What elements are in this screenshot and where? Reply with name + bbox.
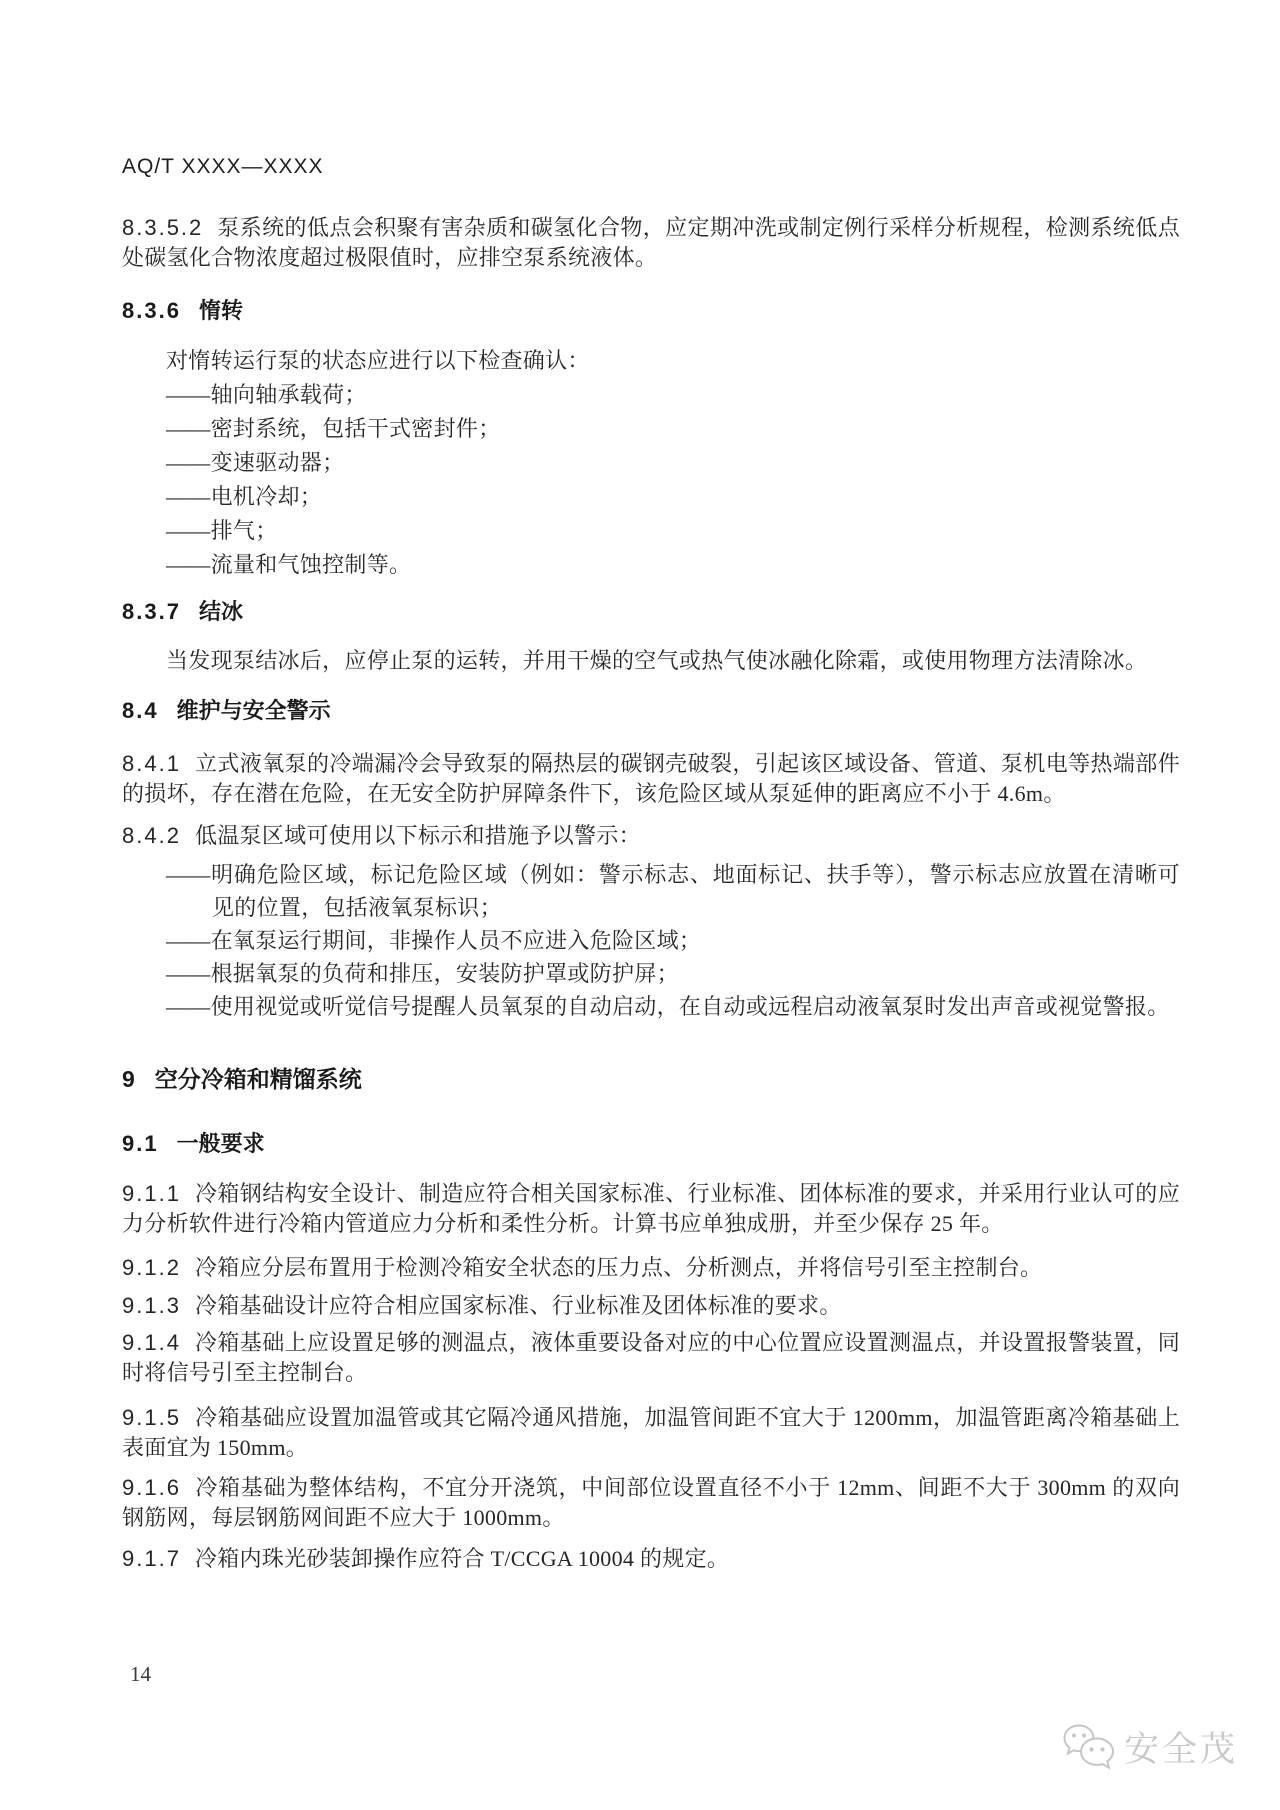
clause-8-3-5-2 <box>122 213 1180 273</box>
heading-8-3-7 <box>122 597 1180 627</box>
clause-number: 9.1.3 <box>122 1293 181 1318</box>
running-header-doc-code: AQ/T XXXX—XXXX <box>122 155 324 178</box>
heading-number: 8.3.6 <box>122 298 181 323</box>
heading-number: 9.1 <box>122 1131 159 1156</box>
clause-9-1-6 <box>122 1473 1180 1533</box>
warning-measures-list-8-4-2 <box>122 858 1180 1023</box>
list-item: ——轴向轴承载荷； <box>166 382 367 407</box>
watermark-text: 安全茂 <box>1123 1730 1238 1769</box>
clause-text: 泵系统的低点会积聚有害杂质和碳氢化合物，应定期冲洗或制定例行采样分析规程，检测系统低点处碳氢化合物浓度超过极限值时，应排空泵系统液体。 <box>122 215 1180 270</box>
watermark <box>1058 1722 1238 1772</box>
clause-number: 8.4.1 <box>122 751 181 776</box>
list-item: ——变速驱动器； <box>166 450 345 475</box>
clause-number: 9.1.6 <box>122 1475 181 1500</box>
clause-number: 9.1.2 <box>122 1255 181 1280</box>
list-item: ——根据氧泵的负荷和排压，安装防护罩或防护屏； <box>166 961 679 986</box>
clause-text: 冷箱钢结构安全设计、制造应符合相关国家标准、行业标准、团体标准的要求，并采用行业认可的应力分析软件进行冷箱内管道应力分析和柔性分析。计算书应单独成册，并至少保存 25 年。 <box>122 1181 1180 1236</box>
checklist-8-3-6 <box>122 378 1180 582</box>
clause-number: 9.1.1 <box>122 1181 181 1206</box>
page-number: 14 <box>130 1662 151 1686</box>
clause-number: 9.1.5 <box>122 1405 181 1430</box>
heading-title: 维护与安全警示 <box>176 698 331 723</box>
clause-text: 冷箱基础为整体结构，不宜分开浇筑，中间部位设置直径不小于 12mm、间距不大于 300mm 的双向钢筋网，每层钢筋网间距不应大于 1000mm。 <box>122 1475 1180 1530</box>
list-item: ——排气； <box>166 518 278 543</box>
wechat-chat-bubbles-icon <box>1058 1722 1118 1772</box>
clause-number: 9.1.4 <box>122 1330 181 1355</box>
clause-text: 冷箱基础应设置加温管或其它隔冷通风措施，加温管间距不宜大于 1200mm，加温管距离冷箱基础上表面宜为 150mm。 <box>122 1405 1180 1460</box>
clause-text: 立式液氧泵的冷端漏冷会导致泵的隔热层的碳钢壳破裂，引起该区域设备、管道、泵机电等热端部件的损坏，存在潜在危险，在无安全防护屏障条件下，该危险区域从泵延伸的距离应不小于 4.6m。 <box>122 751 1180 806</box>
clause-9-1-5 <box>122 1403 1180 1463</box>
clause-8-4-2 <box>122 821 1180 851</box>
list-item: ——在氧泵运行期间，非操作人员不应进入危险区域； <box>166 928 702 953</box>
chapter-heading-9 <box>122 1063 1180 1095</box>
clause-9-1-4 <box>122 1328 1180 1388</box>
chapter-title: 空分冷箱和精馏系统 <box>154 1066 362 1092</box>
clause-9-1-1 <box>122 1179 1180 1239</box>
clause-text: 低温泵区域可使用以下标示和措施予以警示： <box>194 823 641 848</box>
clause-8-4-1 <box>122 749 1180 809</box>
clause-text: 冷箱内珠光砂装卸操作应符合 T/CCGA 10004 的规定。 <box>194 1546 730 1571</box>
clause-number: 8.3.5.2 <box>122 215 204 240</box>
heading-8-3-6 <box>122 296 1180 326</box>
clause-9-1-7 <box>122 1544 1180 1574</box>
heading-number: 8.3.7 <box>122 599 181 624</box>
heading-title: 一般要求 <box>176 1131 265 1156</box>
clause-9-1-2 <box>122 1253 1180 1283</box>
list-item: ——流量和气蚀控制等。 <box>166 552 412 577</box>
list-item: ——密封系统，包括干式密封件； <box>166 416 501 441</box>
heading-8-4 <box>122 696 1180 726</box>
heading-number: 8.4 <box>122 698 159 723</box>
heading-9-1 <box>122 1129 1180 1159</box>
clause-text: 冷箱应分层布置用于检测冷箱安全状态的压力点、分析测点，并将信号引至主控制台。 <box>194 1255 1043 1280</box>
para-8-3-7: 当发现泵结冰后，应停止泵的运转，并用干燥的空气或热气使冰融化除霜，或使用物理方法清除冰。 <box>166 648 1148 673</box>
clause-text: 冷箱基础设计应符合相应国家标准、行业标准及团体标准的要求。 <box>194 1293 842 1318</box>
clause-number: 9.1.7 <box>122 1546 181 1571</box>
chapter-number: 9 <box>122 1066 137 1092</box>
heading-title: 结冰 <box>198 599 243 624</box>
list-item: ——明确危险区域，标记危险区域（例如：警示标志、地面标记、扶手等），警示标志应放置在清晰可见的位置，包括液氧泵标识； <box>166 862 1180 920</box>
clause-number: 8.4.2 <box>122 823 181 848</box>
list-item: ——使用视觉或听觉信号提醒人员氧泵的自动启动，在自动或远程启动液氧泵时发出声音或视觉警报。 <box>166 994 1170 1019</box>
list-item: ——电机冷却； <box>166 484 323 509</box>
clause-9-1-3 <box>122 1291 1180 1321</box>
heading-title: 惰转 <box>198 298 243 323</box>
clause-text: 冷箱基础上应设置足够的测温点，液体重要设备对应的中心位置应设置测温点，并设置报警装置，同时将信号引至主控制台。 <box>122 1330 1180 1385</box>
para-8-3-6-intro: 对惰转运行泵的状态应进行以下检查确认： <box>166 348 590 373</box>
